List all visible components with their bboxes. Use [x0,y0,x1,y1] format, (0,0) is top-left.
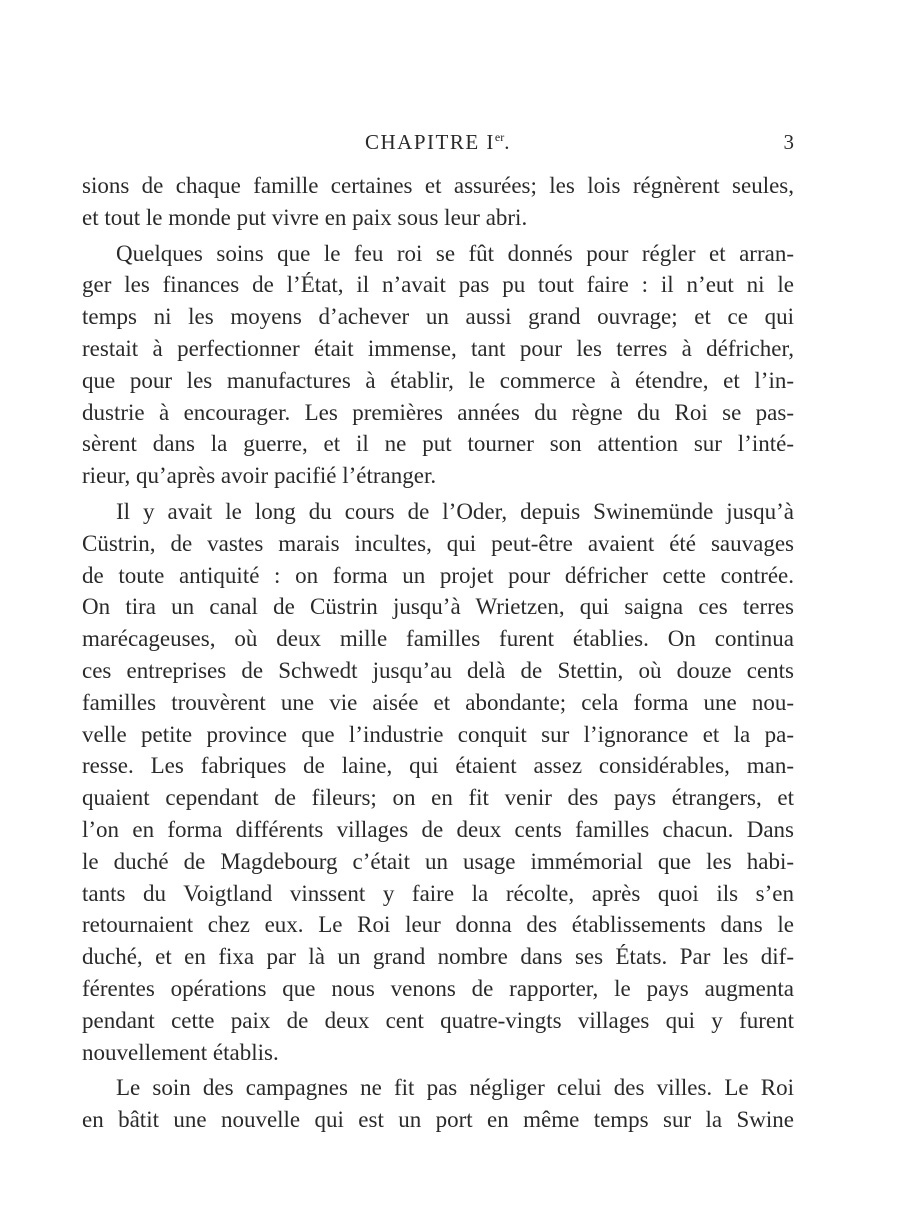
text-line: duché, et en fixa par là un grand nombre dans ses États. Par les dif- [82,944,794,970]
running-head [82,130,794,160]
text-line: temps ni les moyens d’achever un aussi grand ouvrage; et ce qui [82,304,794,330]
text-line: férentes opérations que nous venons de rapporter, le pays augmenta [82,975,794,1001]
body-text [82,170,794,1136]
text-line: rieur, qu’après avoir pacifié l’étranger. [82,463,437,489]
text-line: nouvellement établis. [82,1039,279,1065]
chapter-title-text: CHAPITRE I [365,130,495,154]
text-line: quaient cependant de fileurs; on en fit venir des pays étrangers, et [82,785,794,811]
paragraph [82,1072,794,1136]
text-line: de toute antiquité : on forma un projet pour défricher cette contrée. [82,562,794,588]
text-line: restait à perfectionner était immense, tant pour les terres à défricher, [82,335,794,361]
text-line: que pour les manufactures à établir, le commerce à étendre, et l’in- [82,367,794,393]
text-line: Quelques soins que le feu roi se fût donnés pour régler et arran- [116,240,794,266]
text-line: en bâtit une nouvelle qui est un port en même temps sur la Swine [82,1107,794,1133]
text-line: sèrent dans la guerre, et il ne put tourner son attention sur l’inté- [82,431,794,457]
paragraph [82,238,794,492]
text-line: retournaient chez eux. Le Roi leur donna des établissements dans le [82,912,794,938]
text-line: le duché de Magdebourg c’était un usage immémorial que les habi- [82,848,794,874]
chapter-title-period: . [504,130,511,154]
text-line: resse. Les fabriques de laine, qui étaient assez considérables, man- [82,753,794,779]
text-line: On tira un canal de Cüstrin jusqu’à Wrietzen, qui saigna ces terres [82,594,794,620]
text-line: sions de chaque famille certaines et assurées; les lois régnèrent seules, [82,173,794,198]
chapter-title [82,130,794,155]
text-line: dustrie à encourager. Les premières années du règne du Roi se pas- [82,399,794,425]
text-line: ces entreprises de Schwedt jusqu’au delà de Stettin, où douze cents [82,657,794,683]
text-line: velle petite province que l’industrie conquit sur l’ignorance et la pa- [82,721,794,747]
paragraph [82,170,794,234]
chapter-title-superscript: er [494,130,505,144]
text-line: tants du Voigtland vinssent y faire la récolte, après quoi ils s’en [82,880,794,906]
text-line: ger les finances de l’État, il n’avait pas pu tout faire : il n’eut ni le [82,272,794,298]
paragraph [82,496,794,1068]
text-line: familles trouvèrent une vie aisée et abondante; cela forma une nou- [82,689,794,715]
text-line: l’on en forma différents villages de deux cents familles chacun. Dans [82,816,794,842]
text-line: et tout le monde put vivre en paix sous leur abri. [82,204,528,230]
text-line: marécageuses, où deux mille familles furent établies. On continua [82,626,794,652]
text-line: Le soin des campagnes ne fit pas négliger celui des villes. Le Roi [116,1075,794,1101]
text-line: Il y avait le long du cours de l’Oder, depuis Swinemünde jusqu’à [116,498,794,524]
page-number: 3 [783,130,794,154]
text-line: pendant cette paix de deux cent quatre-vingts villages qui y furent [82,1007,794,1033]
text-line: Cüstrin, de vastes marais incultes, qui peut-être avaient été sauvages [82,530,794,556]
